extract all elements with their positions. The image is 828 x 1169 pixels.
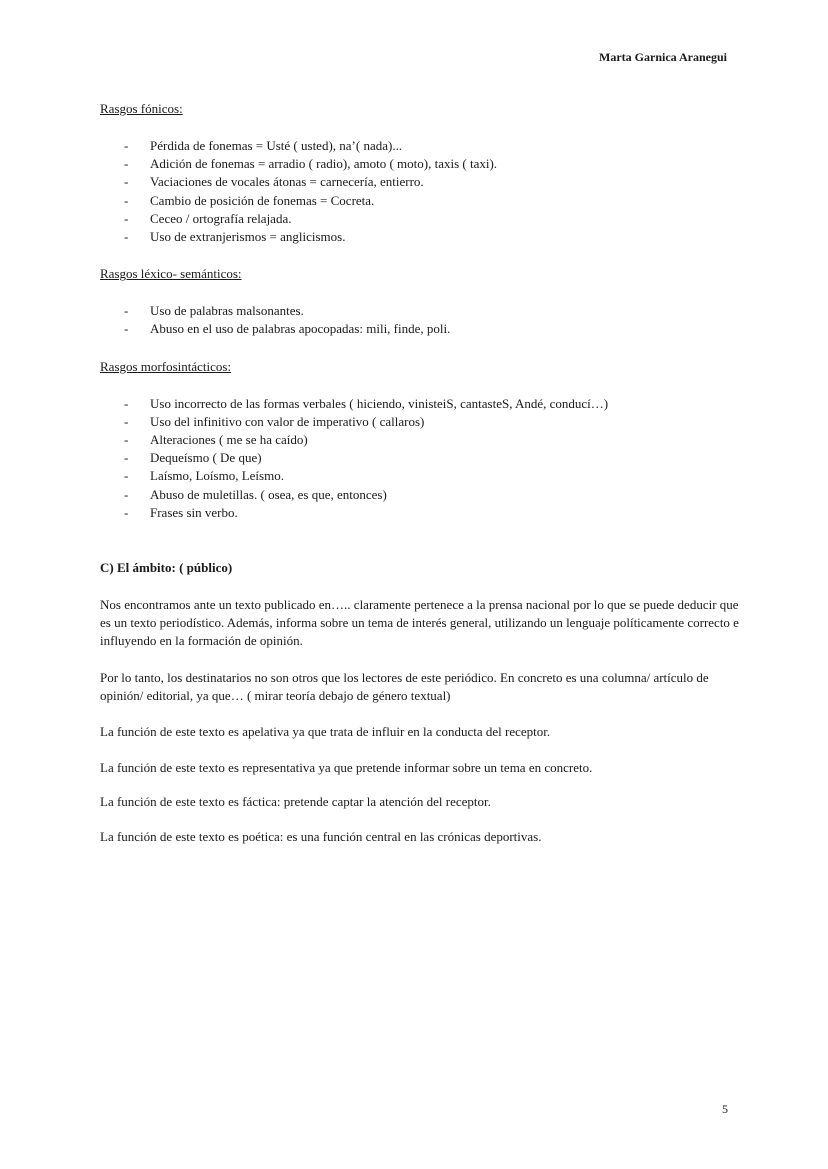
paragraph: La función de este texto es apelativa ya que trata de influir en la conducta del receptor.: [100, 724, 551, 740]
list-item: - Frases sin verbo.: [124, 504, 238, 520]
list-item: - Laísmo, Loísmo, Leísmo.: [124, 468, 284, 484]
page-number: 5: [722, 1102, 728, 1116]
list-morfosintacticos: [100, 395, 740, 522]
author-name: Marta Garnica Aranegui: [599, 50, 727, 64]
paragraph: La función de este texto es poética: es una función central en las crónicas deportivas.: [100, 828, 542, 844]
list-item: - Adición de fonemas = arradio ( radio), amoto ( moto), taxis ( taxi).: [124, 156, 498, 172]
section-title-ambito: C) El ámbito: ( público): [100, 560, 233, 576]
list-fonicos: [100, 137, 740, 246]
paragraph: La función de este texto es fáctica: pretende captar la atención del receptor.: [100, 794, 491, 810]
page-content: [100, 100, 740, 846]
section-title-fonicos: Rasgos fónicos:: [100, 101, 183, 116]
list-item: - Abuso de muletillas. ( osea, es que, entonces): [124, 486, 387, 502]
section-title-morfosintacticos: Rasgos morfosintácticos:: [100, 358, 232, 374]
list-item: - Uso incorrecto de las formas verbales ( hiciendo, vinisteiS, cantasteS, Andé, conducí…): [124, 395, 609, 411]
list-item: - Abuso en el uso de palabras apocopadas: mili, finde, poli.: [124, 321, 451, 337]
paragraph: Nos encontramos ante un texto publicado en….. claramente pertenece a la prensa nacional por lo que se puede deducir que es un texto periodístico. Además, informa sobre un tema de interés general, utilizando un lenguaje políticamente correcto e influyendo en la formación de opinión.: [100, 597, 739, 649]
list-item: - Vaciaciones de vocales átonas = carnecería, entierro.: [124, 174, 424, 190]
list-item: - Alteraciones ( me se ha caído): [124, 432, 308, 448]
list-item: - Uso del infinitivo con valor de imperativo ( callaros): [124, 413, 425, 429]
paragraph: Por lo tanto, los destinatarios no son otros que los lectores de este periódico. En concreto es una columna/ artículo de opinión/ editorial, ya que… ( mirar teoría debajo de género textual): [100, 669, 709, 703]
list-lexico: [100, 302, 740, 338]
list-item: - Uso de palabras malsonantes.: [124, 303, 304, 319]
list-item: - Dequeísmo ( De que): [124, 450, 262, 466]
section-title-lexico: Rasgos léxico- semánticos:: [100, 266, 242, 282]
list-item: - Uso de extranjerismos = anglicismos.: [124, 229, 346, 245]
paragraph: La función de este texto es representativa ya que pretende informar sobre un tema en concreto.: [100, 760, 593, 776]
list-item: - Cambio de posición de fonemas = Cocreta.: [124, 192, 375, 208]
list-item: - Pérdida de fonemas = Usté ( usted), na’( nada)...: [124, 138, 403, 153]
list-item: - Ceceo / ortografía relajada.: [124, 210, 292, 226]
